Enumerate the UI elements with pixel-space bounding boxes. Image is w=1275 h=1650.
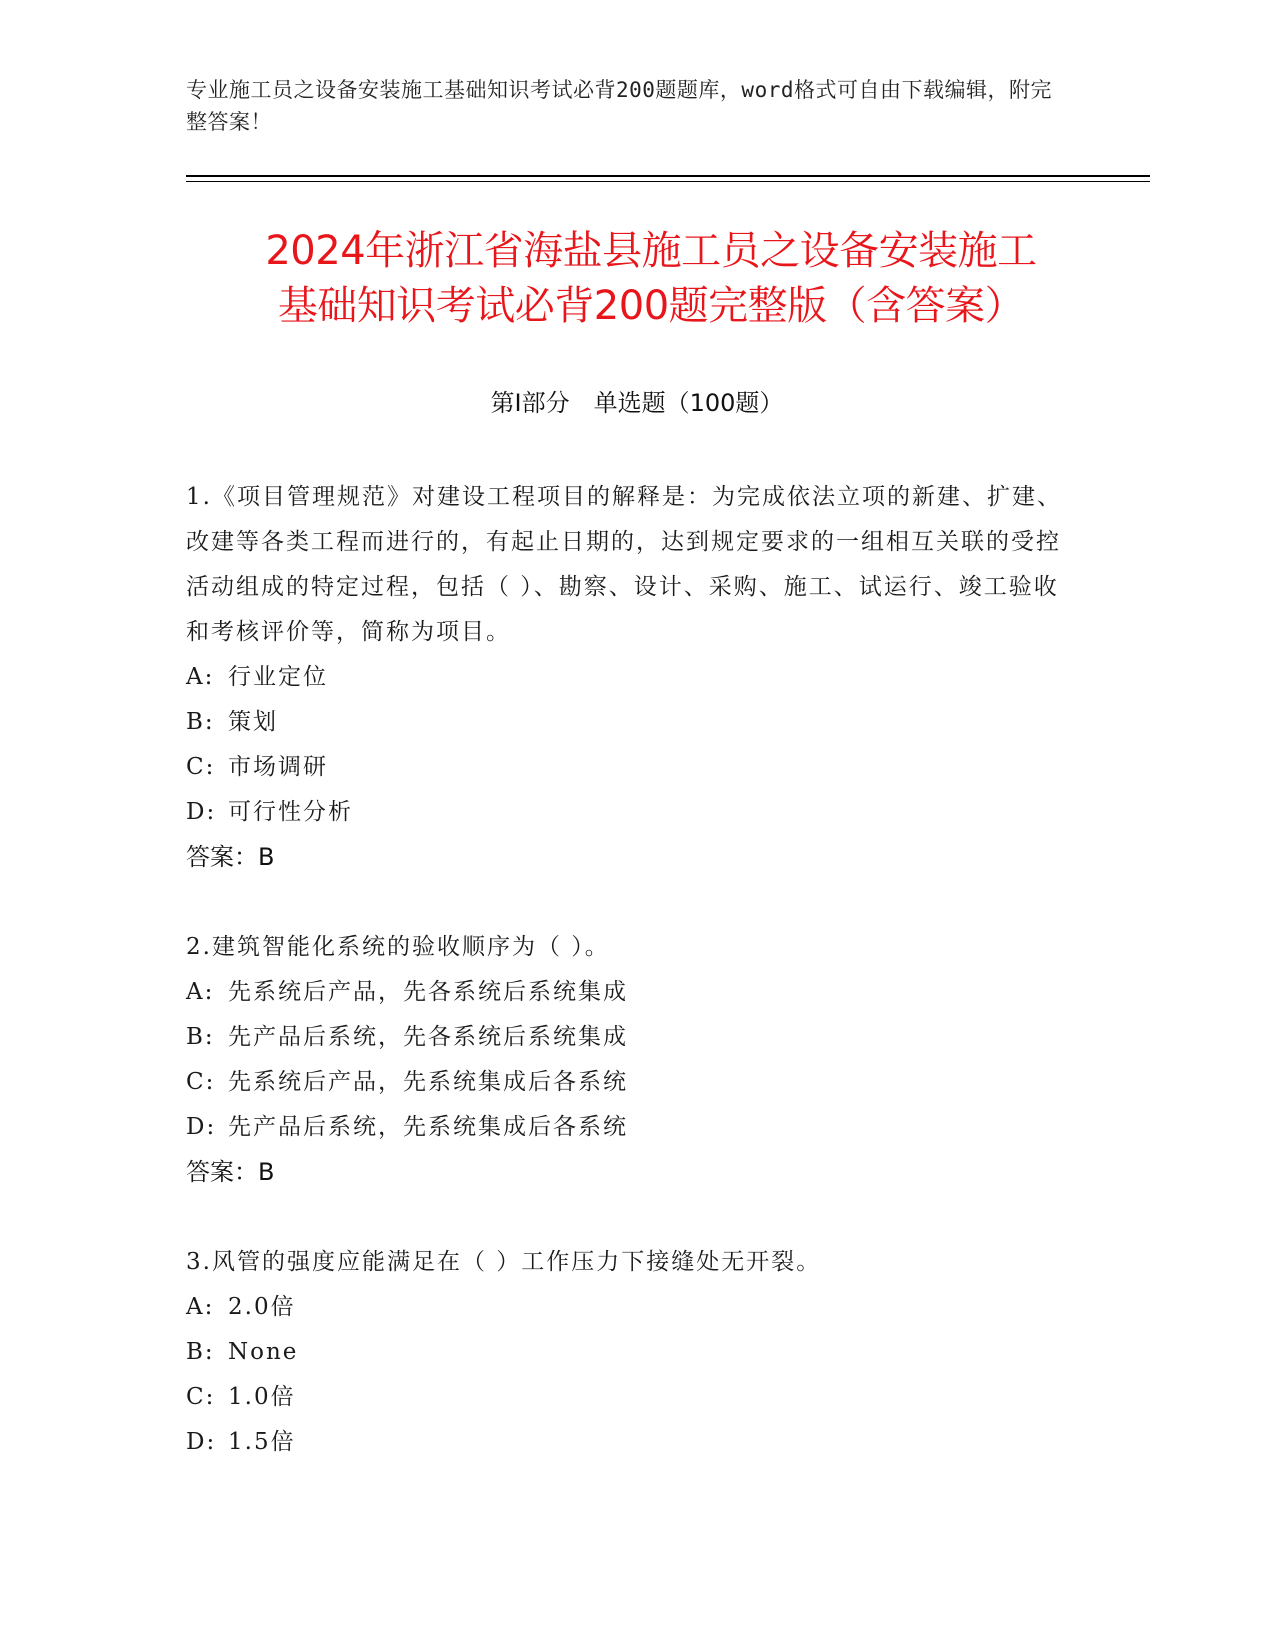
question-2-text: 2.建筑智能化系统的验收顺序为（ ）。 <box>186 934 610 960</box>
question-2-answer: 答案：B <box>186 1158 275 1186</box>
question-2-option-c <box>186 1060 1066 1105</box>
option-key: A: <box>186 1294 215 1320</box>
option-text: 1.0倍 <box>228 1384 296 1410</box>
question-3-option-b <box>186 1330 1066 1375</box>
header-divider-thick <box>186 175 1150 177</box>
question-1-text: 1.《项目管理规范》对建设工程项目的解释是：为完成依法立项的新建、扩建、改建等各类工程而进行的，有起止日期的，达到规定要求的一组相互关联的受控活动组成的特定过程，包括（ ）、勘察、设计、采购、施工、试运行、竣工验收和考核评价等，简称为项目。 <box>186 484 1062 645</box>
option-text: 可行性分析 <box>228 799 353 825</box>
option-text: 市场调研 <box>228 754 328 780</box>
question-1 <box>186 475 1066 880</box>
option-key: A: <box>186 979 215 1005</box>
question-2-option-b <box>186 1015 1066 1060</box>
question-3-option-a <box>186 1285 1066 1330</box>
option-text: 先系统后产品，先各系统后系统集成 <box>228 979 628 1005</box>
option-text: 2.0倍 <box>228 1294 296 1320</box>
question-1-option-b <box>186 700 1066 745</box>
option-key: A: <box>186 664 215 690</box>
option-key: C: <box>186 1069 216 1095</box>
question-2 <box>186 925 1066 1195</box>
option-key: D: <box>186 1429 217 1455</box>
question-3-text: 3.风管的强度应能满足在（ ）工作压力下接缝处无开裂。 <box>186 1249 822 1275</box>
document-title <box>186 224 1116 334</box>
question-1-answer: 答案：B <box>186 843 275 871</box>
option-key: C: <box>186 1384 216 1410</box>
document-title-line-2: 基础知识考试必背200题完整版（含答案） <box>277 283 1025 329</box>
option-text: None <box>228 1339 299 1365</box>
question-1-option-c <box>186 745 1066 790</box>
option-key: B: <box>186 1024 215 1050</box>
option-text: 先产品后系统，先系统集成后各系统 <box>228 1114 628 1140</box>
option-key: D: <box>186 1114 217 1140</box>
document-title-line-1: 2024年浙江省海盐县施工员之设备安装施工 <box>265 228 1037 274</box>
option-key: C: <box>186 754 216 780</box>
question-3-option-d <box>186 1420 1066 1465</box>
question-1-option-a <box>186 655 1066 700</box>
section-heading: 第I部分 单选题（100题） <box>490 389 784 417</box>
question-list <box>186 475 1066 1510</box>
option-key: B: <box>186 1339 215 1365</box>
question-1-option-d <box>186 790 1066 835</box>
option-text: 策划 <box>228 709 278 735</box>
option-key: D: <box>186 799 217 825</box>
question-2-option-d <box>186 1105 1066 1150</box>
option-key: B: <box>186 709 215 735</box>
header-divider-thin <box>186 181 1150 182</box>
option-text: 先产品后系统，先各系统后系统集成 <box>228 1024 628 1050</box>
option-text: 行业定位 <box>228 664 328 690</box>
question-3-option-c <box>186 1375 1066 1420</box>
option-text: 先系统后产品，先系统集成后各系统 <box>228 1069 628 1095</box>
question-3 <box>186 1240 1066 1465</box>
question-2-option-a <box>186 970 1066 1015</box>
option-text: 1.5倍 <box>228 1429 296 1455</box>
header-note: 专业施工员之设备安装施工基础知识考试必背200题题库，word格式可自由下载编辑，附完整答案！ <box>186 78 1052 134</box>
